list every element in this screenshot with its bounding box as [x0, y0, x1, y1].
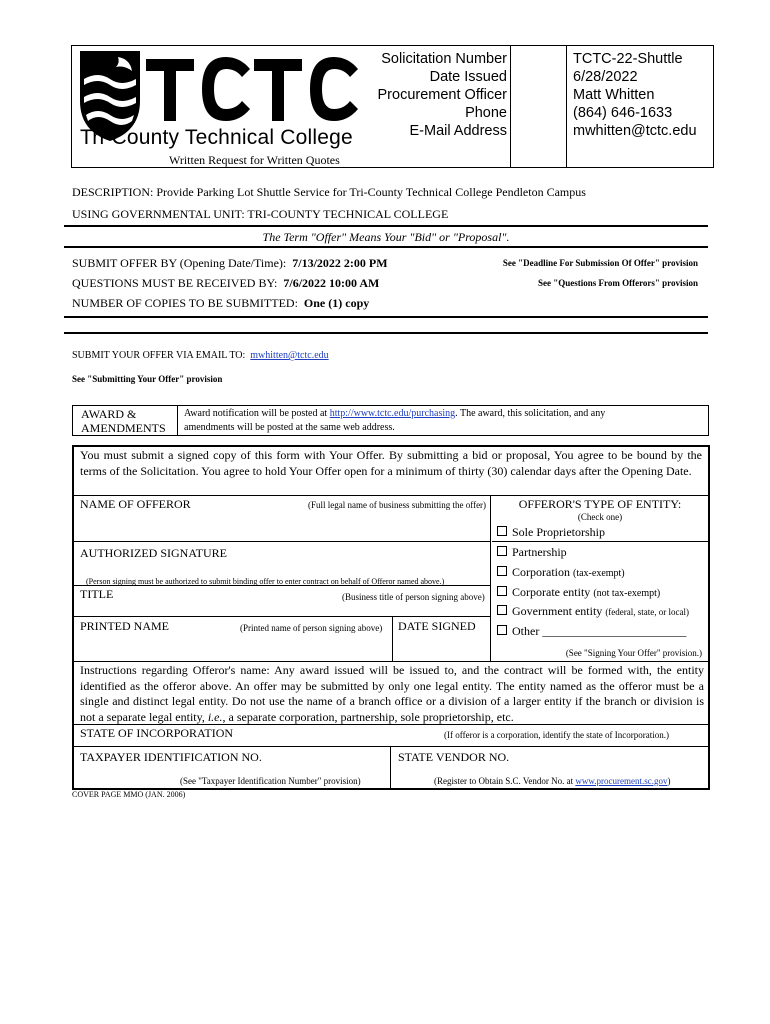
questions-by — [72, 276, 379, 291]
divider — [64, 246, 708, 248]
description: DESCRIPTION: Provide Parking Lot Shuttle Service for Tri-County Technical College Pendleton Campus — [72, 185, 586, 199]
title-label: TITLE — [80, 587, 114, 601]
checkbox-icon[interactable] — [497, 625, 507, 635]
offeror-name-field[interactable] — [80, 513, 484, 539]
award-divider — [177, 406, 178, 435]
award-text-before: Award notification will be posted at — [184, 408, 330, 419]
incorporation-field[interactable] — [254, 726, 434, 742]
vendor-hint — [434, 776, 670, 786]
entity-option-sole-proprietorship[interactable] — [497, 525, 605, 540]
date-issued-label: Date Issued — [429, 69, 507, 85]
offer-form — [72, 445, 710, 790]
entity-option-corporation[interactable] — [497, 565, 625, 580]
checkbox-icon[interactable] — [497, 605, 507, 615]
award-label — [81, 407, 166, 435]
header-divider — [566, 46, 567, 167]
entity-qualifier: (not tax-exempt) — [593, 588, 661, 599]
award-label-line1: AWARD & — [81, 407, 137, 421]
header-box — [71, 45, 714, 168]
incorporation-label: STATE OF INCORPORATION — [80, 726, 234, 740]
instructions-text: Instructions regarding Offeror's name: Any award issued will be issued to, and the contract will be formed with, the entity identified as the offeror above. An offer may be submitted by only one legal entity. The entity named as the offeror must be a single and distinct legal entity. Do not use the name of a branch office or a division of a larger entity if the branch or division is not a separate legal entity, — [80, 663, 704, 724]
submit-by-label: SUBMIT OFFER BY (Opening Date/Time): — [72, 256, 287, 270]
vendor-field[interactable] — [398, 765, 702, 775]
title-hint: (Business title of person signing above) — [342, 592, 485, 602]
printed-name-hint: (Printed name of person signing above) — [240, 623, 383, 633]
divider — [64, 332, 708, 334]
solicitation-number-label: Solicitation Number — [381, 51, 507, 67]
submit-by-value: 7/13/2022 2:00 PM — [292, 256, 388, 270]
award-text — [184, 407, 605, 435]
title-field[interactable] — [80, 602, 484, 615]
questions-by-label: QUESTIONS MUST BE RECEIVED BY: — [72, 276, 278, 290]
vendor-hint-text: (Register to Obtain S.C. Vendor No. at — [434, 776, 576, 786]
email-value: mwhitten@tctc.edu — [573, 123, 697, 139]
vendor-hint-end: ) — [667, 776, 671, 786]
offer-term: The Term "Offer" Means Your "Bid" or "Proposal". — [262, 230, 510, 244]
offeror-name-hint: (Full legal name of business submitting the offer) — [308, 500, 487, 510]
submit-by — [72, 256, 388, 271]
copies-label: NUMBER OF COPIES TO BE SUBMITTED: — [72, 296, 298, 310]
form-title: Written Request for Written Quotes — [169, 153, 340, 167]
submit-email-note: See "Submitting Your Offer" provision — [72, 374, 223, 384]
questions-by-value: 7/6/2022 10:00 AM — [283, 276, 380, 290]
footer-code: COVER PAGE MMO (JAN. 2006) — [72, 790, 186, 799]
award-text-after: . The award, this solicitation, and any — [455, 408, 606, 419]
authorized-signature-hint: (Person signing must be authorized to submit binding offer to enter contract on behalf of Offeror named above.) — [86, 577, 445, 586]
vendor-url-link[interactable]: www.procurement.sc.gov — [575, 776, 668, 786]
entity-option-partnership[interactable] — [497, 545, 567, 560]
printed-name-label: PRINTED NAME — [80, 619, 169, 633]
entity-option-government-entity[interactable] — [497, 604, 689, 619]
phone-value: (864) 646-1633 — [573, 105, 673, 121]
entity-qualifier: (tax-exempt) — [573, 568, 625, 579]
checkbox-icon[interactable] — [497, 566, 507, 576]
instructions-text-end: , a separate corporation, partnership, sole proprietorship, etc. — [222, 709, 514, 724]
offeror-name-label: NAME OF OFFEROR — [80, 497, 191, 511]
entity-other-field[interactable]: ________________________ — [542, 624, 687, 638]
award-url-link[interactable]: http://www.tctc.edu/purchasing — [329, 408, 456, 419]
solicitation-number-value: TCTC-22-Shuttle — [573, 51, 683, 67]
questions-by-note: See "Questions From Offerors" provision — [538, 278, 698, 288]
form-divider — [74, 541, 490, 542]
authorized-signature-label: AUTHORIZED SIGNATURE — [80, 546, 227, 560]
entity-option-corporate-entity[interactable] — [497, 585, 660, 600]
using-unit: USING GOVERNMENTAL UNIT: TRI-COUNTY TECHNICAL COLLEGE — [72, 207, 449, 221]
checkbox-icon[interactable] — [497, 586, 507, 596]
offeror-instructions — [80, 663, 704, 725]
award-text-line2: amendments will be posted at the same web address. — [184, 422, 395, 433]
form-divider — [392, 616, 393, 661]
email-label: E-Mail Address — [409, 123, 507, 139]
entity-option-other[interactable] — [497, 624, 686, 639]
submit-by-note: See "Deadline For Submission Of Offer" provision — [502, 258, 698, 268]
entity-hint: (Check one) — [577, 512, 623, 522]
form-intro: You must submit a signed copy of this form with Your Offer. By submitting a bid or proposal, You agree to be bound by the terms of the Solicitation. You agree to hold Your Offer open for a minimum of thirty (30) calendar days after the Opening Date. — [80, 448, 702, 478]
entity-label: Corporation — [512, 565, 570, 579]
entity-label: Sole Proprietorship — [512, 525, 605, 539]
instructions-ie: i.e. — [207, 709, 223, 724]
college-name: Tri-County Technical College — [80, 126, 353, 149]
form-divider — [74, 495, 708, 496]
header-divider — [510, 46, 511, 167]
form-divider — [490, 495, 491, 661]
taxpayer-label: TAXPAYER IDENTIFICATION NO. — [80, 750, 262, 764]
divider — [64, 316, 708, 318]
checkbox-icon[interactable] — [497, 546, 507, 556]
authorized-signature-field[interactable] — [80, 561, 484, 575]
date-signed-field[interactable] — [398, 635, 486, 659]
form-divider — [492, 541, 708, 542]
entity-title: OFFEROR'S TYPE OF ENTITY: — [518, 497, 682, 511]
award-label-line2: AMENDMENTS — [81, 421, 166, 435]
submit-email-label: SUBMIT YOUR OFFER VIA EMAIL TO: — [72, 350, 246, 361]
procurement-officer-value: Matt Whitten — [573, 87, 655, 103]
vendor-label: STATE VENDOR NO. — [398, 750, 510, 764]
phone-label: Phone — [465, 105, 507, 121]
taxpayer-field[interactable] — [80, 765, 380, 775]
form-divider — [74, 746, 708, 747]
award-box — [72, 405, 709, 436]
form-divider — [390, 746, 391, 788]
copies-value: One (1) copy — [303, 296, 370, 310]
procurement-officer-label: Procurement Officer — [377, 87, 507, 103]
taxpayer-hint: (See "Taxpayer Identification Number" provision) — [180, 776, 361, 786]
date-signed-label: DATE SIGNED — [398, 619, 476, 633]
entity-label: Partnership — [512, 545, 567, 559]
date-issued-value: 6/28/2022 — [573, 69, 638, 85]
submit-email-link[interactable]: mwhitten@tctc.edu — [250, 350, 329, 361]
form-divider — [74, 616, 490, 617]
form-divider — [74, 724, 708, 725]
printed-name-field[interactable] — [80, 635, 388, 659]
entity-label: Other — [512, 624, 540, 638]
form-divider — [74, 661, 708, 662]
checkbox-icon[interactable] — [497, 526, 507, 536]
entity-qualifier: (federal, state, or local) — [605, 607, 690, 617]
entity-label: Government entity — [512, 604, 603, 618]
submit-email — [72, 350, 329, 361]
copies — [72, 296, 369, 311]
entity-note: (See "Signing Your Offer" provision.) — [565, 648, 702, 658]
divider — [64, 225, 708, 227]
entity-label: Corporate entity — [512, 585, 591, 599]
incorporation-hint: (If offeror is a corporation, identify the state of Incorporation.) — [444, 730, 669, 740]
